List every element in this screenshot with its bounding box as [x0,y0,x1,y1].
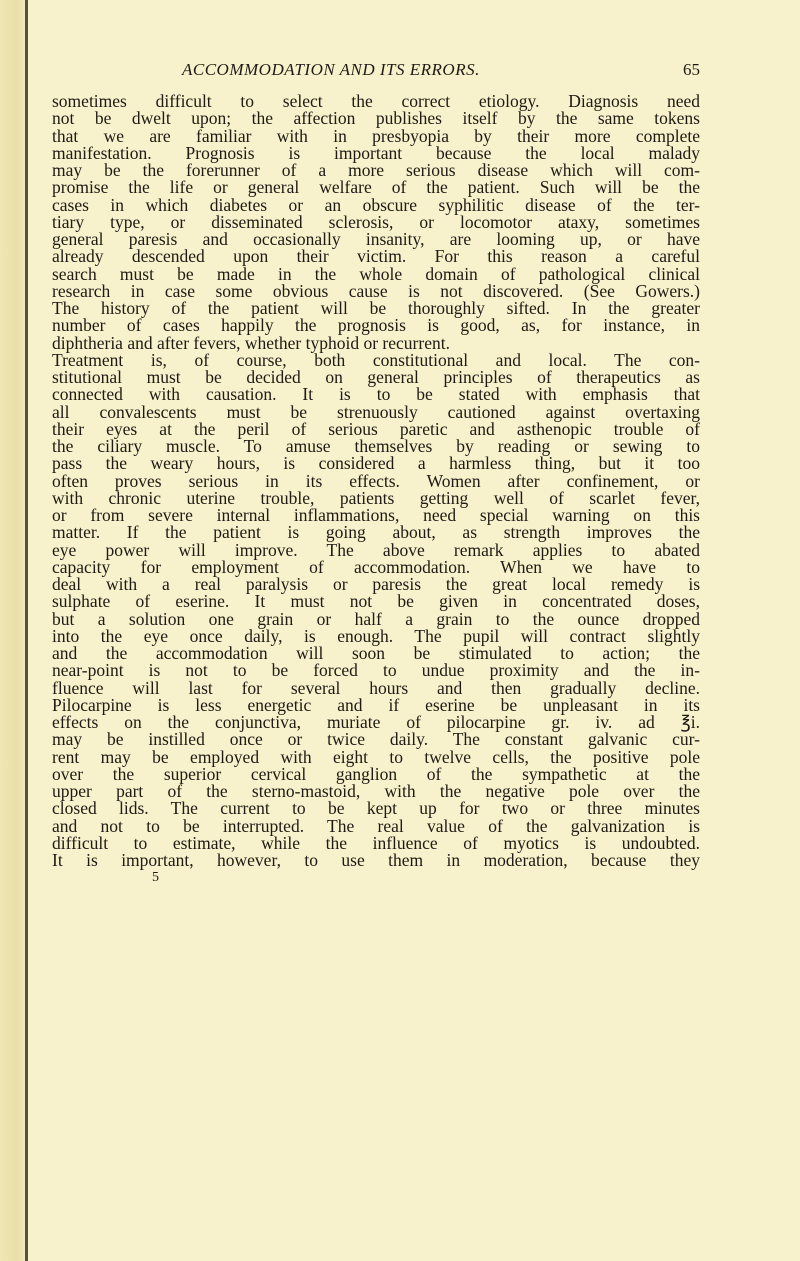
text-line: closed lids. The current to be kept up for two or three minutes [52,798,700,819]
text-line: sometimes difficult to select the correct etiology. Diagnosis need [52,91,700,111]
running-title: ACCOMMODATION AND ITS ERRORS. [182,60,480,79]
text-line: but a solution one grain or half a grain to the ounce dropped [52,608,700,629]
text-line: stitutional must be decided on general principles of therapeutics as [52,367,700,387]
text-line: rent may be employed with eight to twelve cells, the positive pole [52,746,700,767]
text-line: near-point is not to be forced to undue proximity and the in- [52,660,700,681]
text-line: The history of the patient will be thoroughly sifted. In the greater [52,298,700,318]
text-line: difficult to estimate, while the influence of myotics is undoubted. [52,832,700,853]
text-line: the ciliary muscle. To amuse themselves by reading or sewing to [52,436,700,456]
text-line: It is important, however, to use them in moderation, because they [52,850,700,870]
page-number: 65 [683,60,700,79]
text-line: deal with a real paralysis or paresis the great local remedy is [52,574,700,594]
text-line: all convalescents must be strenuously cautioned against overtaxing [52,401,700,422]
text-line: research in case some obvious cause is not discovered. (See Gowers.) [52,280,700,301]
text-line: with chronic uterine trouble, patients getting well of scarlet fever, [52,487,700,508]
text-line: and the accommodation will soon be stimulated to action; the [52,643,700,663]
text-line: their eyes at the peril of serious paretic and asthenopic trouble of [52,418,700,439]
text-line: that we are familiar with in presbyopia by their more complete [52,125,700,146]
text-line: and not to be interrupted. The real value of the galvanization is [52,815,700,836]
text-line: manifestation. Prognosis is important because the local malady [52,142,700,163]
text-line: sulphate of eserine. It must not be given in concentrated doses, [52,591,700,612]
text-line: not be dwelt upon; the affection publishes itself by the same tokens [52,108,700,129]
text-line: number of cases happily the prognosis is good, as, for instance, in [52,315,700,336]
text-line: diphtheria and after fevers, whether typhoid or recurrent. [52,332,450,353]
text-line: pass the weary hours, is considered a harmless thing, but it too [52,453,700,474]
text-line: matter. If the patient is going about, as strength improves the [52,522,700,543]
text-line: upper part of the sterno-mastoid, with the negative pole over the [52,781,700,801]
text-line: tiary type, or disseminated sclerosis, or locomotor ataxy, sometimes [52,211,700,232]
text-line: already descended upon their victim. For this reason a careful [52,246,700,267]
page-header [52,60,700,84]
text-line: general paresis and occasionally insanity, are looming up, or have [52,229,700,249]
text-line: cases in which diabetes or an obscure syphilitic disease of the ter- [52,194,700,215]
signature-mark: 5 [152,870,159,885]
text-line: promise the life or general welfare of the patient. Such will be the [52,177,700,198]
binding-edge [25,0,28,1261]
text-line: over the superior cervical ganglion of the sympathetic at the [52,763,700,784]
page-gutter [0,0,28,1261]
text-line: may be instilled once or twice daily. The constant galvanic cur- [52,729,700,750]
text-line: eye power will improve. The above remark applies to abated [52,539,700,560]
text-line: connected with causation. It is to be stated with emphasis that [52,384,700,405]
text-line: fluence will last for several hours and then gradually decline. [52,677,700,698]
text-line: Treatment is, of course, both constitutional and local. The con- [52,349,700,370]
text-line: may be the forerunner of a more serious disease which will com- [52,160,700,180]
text-line: Pilocarpine is less energetic and if eserine be unpleasant in its [52,694,700,715]
text-line: search must be made in the whole domain of pathological clinical [52,263,700,284]
text-line: often proves serious in its effects. Women after confinement, or [52,470,700,491]
text-line: into the eye once daily, is enough. The pupil will contract slightly [52,625,700,646]
text-line: effects on the conjunctiva, muriate of pilocarpine gr. iv. ad ℥i. [52,712,700,732]
text-line: capacity for employment of accommodation. When we have to [52,556,700,577]
text-line: or from severe internal inflammations, need special warning on this [52,505,700,525]
body-text [52,93,700,869]
